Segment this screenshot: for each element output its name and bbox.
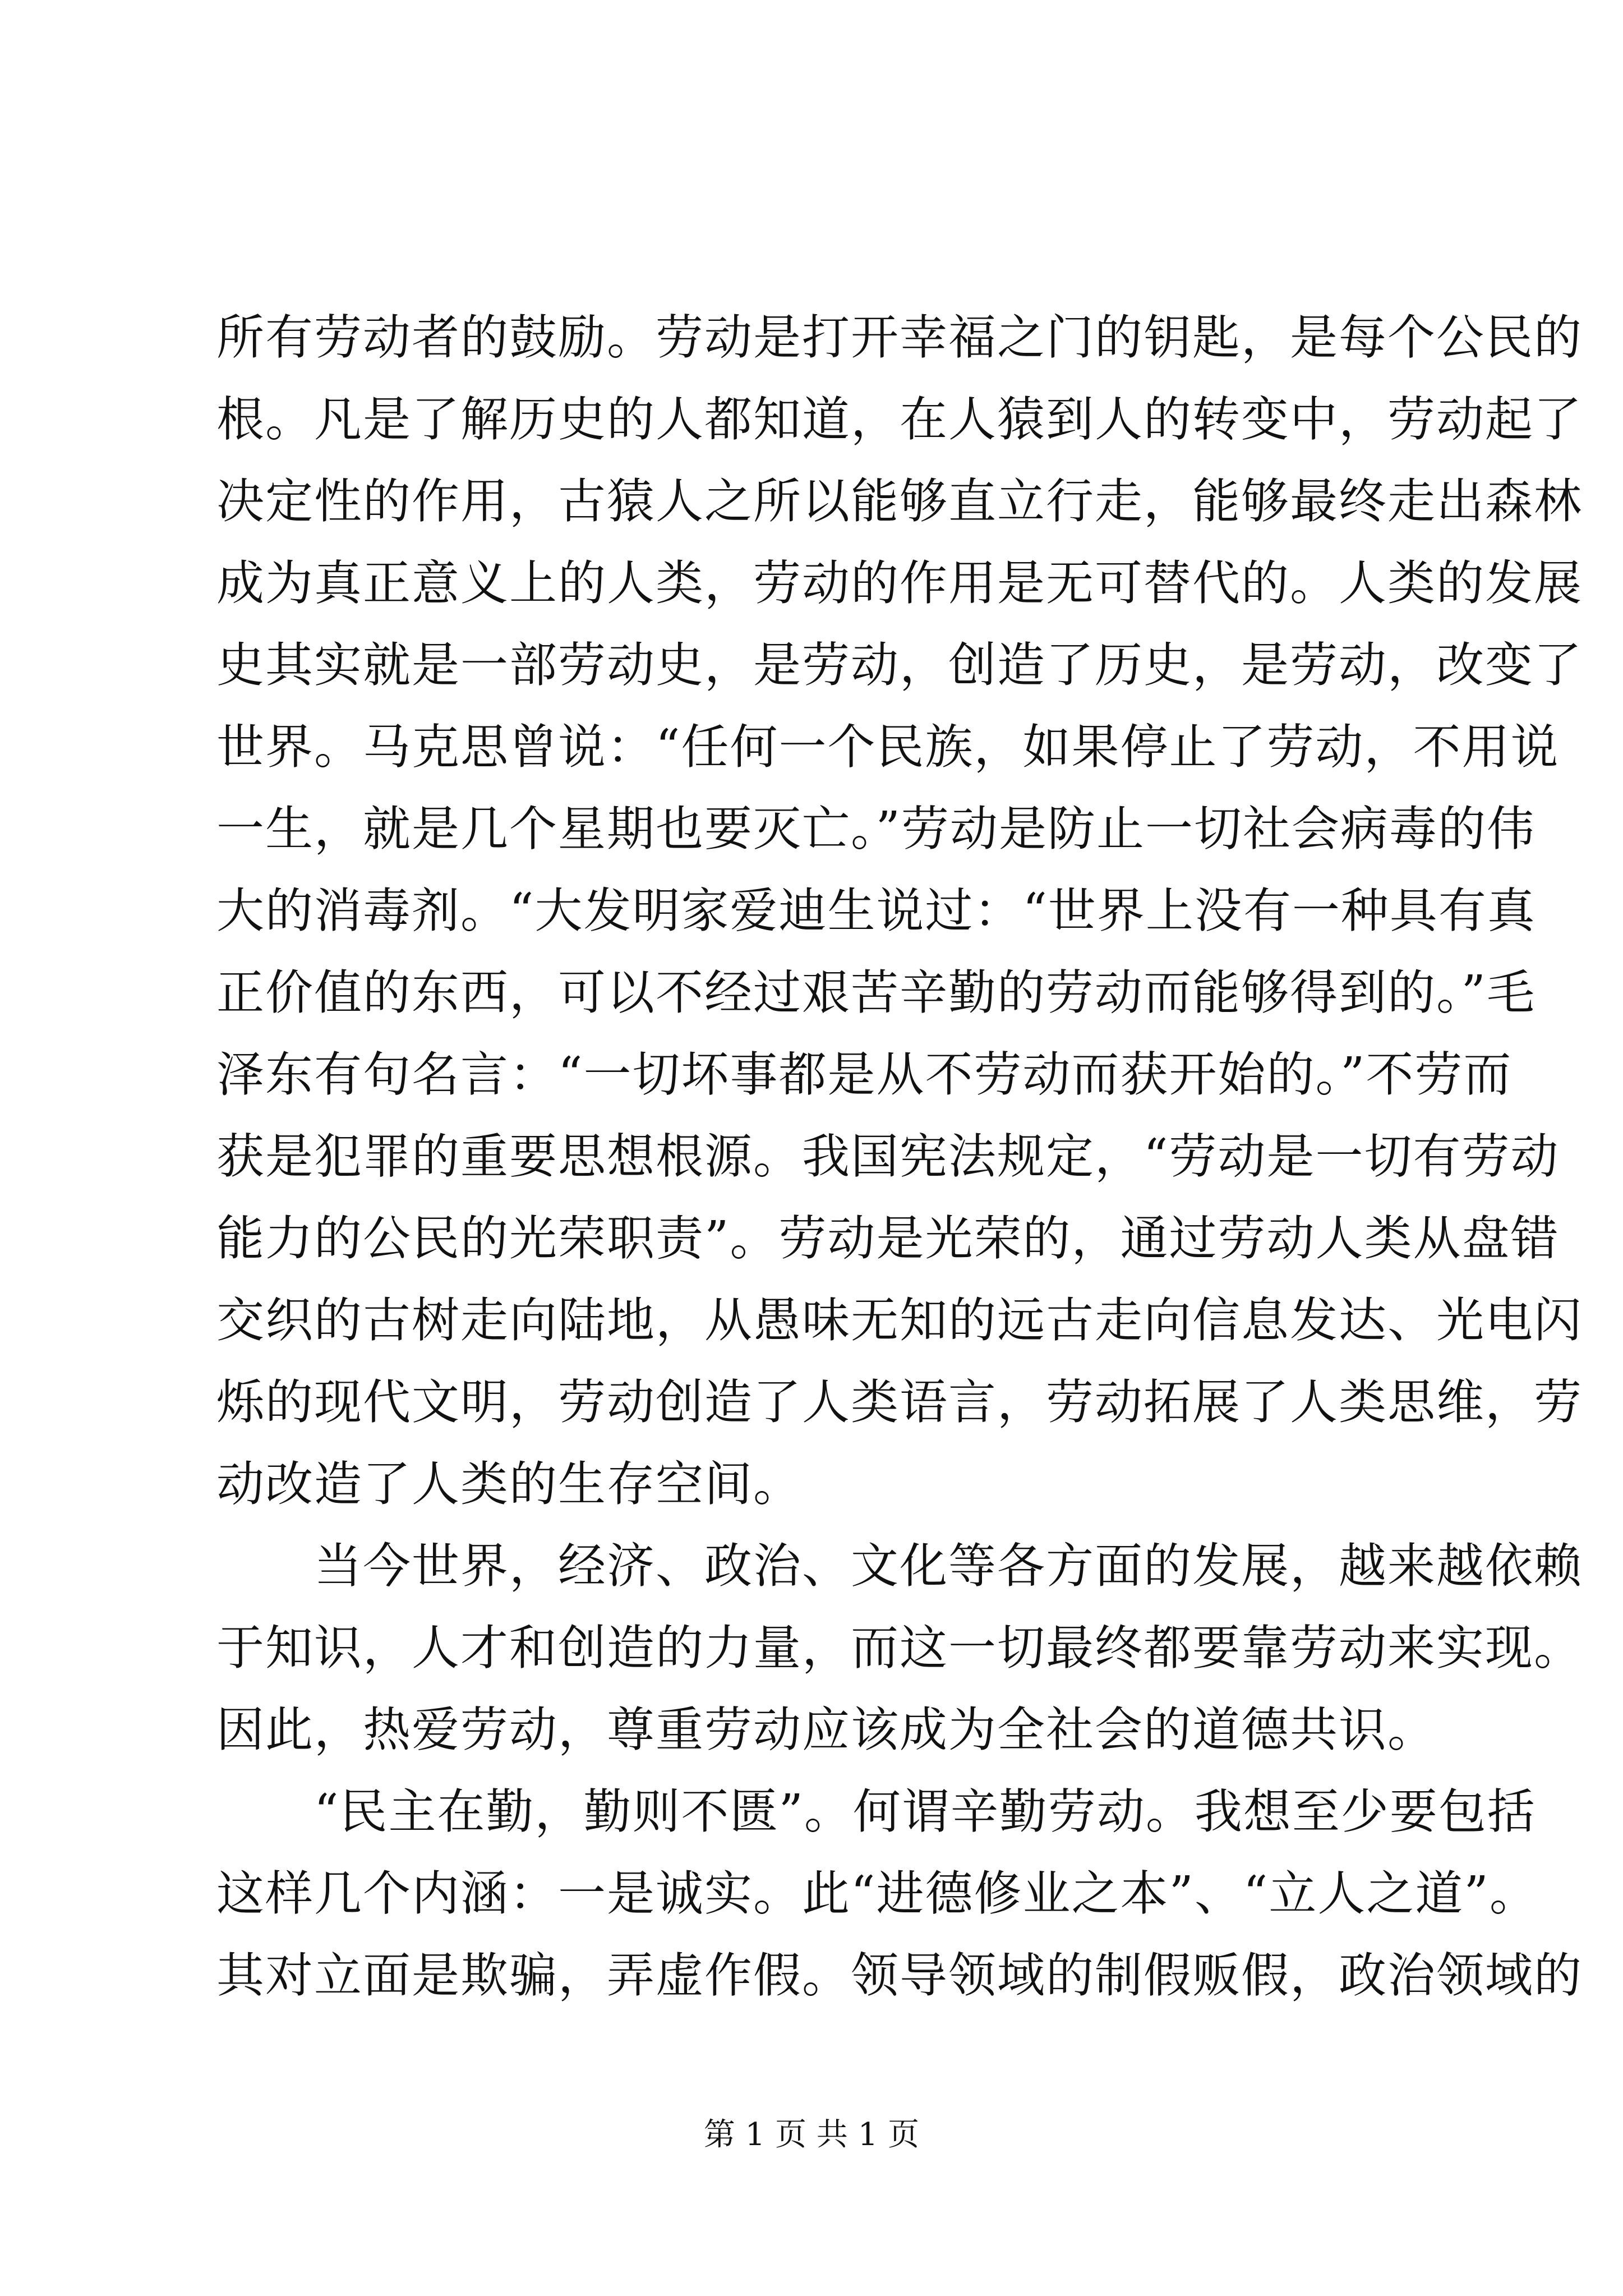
text-line: 世界。马克思曾说：“任何一个民族，如果停止了劳动，不用说 bbox=[216, 720, 1560, 775]
text-line: 正价值的东西，可以不经过艰苦辛勤的劳动而能够得到的。”毛 bbox=[216, 965, 1536, 1021]
text-line: 史其实就是一部劳动史，是劳动，创造了历史，是劳动，改变了 bbox=[216, 638, 1583, 693]
text-line: 根。凡是了解历史的人都知道，在人猿到人的转变中，劳动起了 bbox=[216, 392, 1583, 448]
text-line: 大的消毒剂。“大发明家爱迪生说过：“世界上没有一种具有真 bbox=[216, 884, 1536, 939]
text-line: 所有劳动者的鼓励。劳动是打开幸福之门的钥匙，是每个公民的 bbox=[216, 310, 1583, 366]
text-line: 这样几个内涵：一是诚实。此“进德修业之本”、“立人之道”。 bbox=[216, 1866, 1538, 1922]
document-body bbox=[216, 297, 1583, 2017]
text-line: 于知识，人才和创造的力量，而这一切最终都要靠劳动来实现。 bbox=[216, 1621, 1583, 1676]
text-line: 烁的现代文明，劳动创造了人类语言，劳动拓展了人类思维，劳 bbox=[216, 1375, 1583, 1430]
text-line: 交织的古树走向陆地，从愚味无知的远古走向信息发达、光电闪 bbox=[216, 1293, 1583, 1349]
text-line: 获是犯罪的重要思想根源。我国宪法规定，“劳动是一切有劳动 bbox=[216, 1129, 1560, 1185]
text-line: 动改造了人类的生存空间。 bbox=[216, 1457, 803, 1512]
text-line: 当今世界，经济、政治、文化等各方面的发展，越来越依赖 bbox=[216, 1539, 1583, 1594]
text-line: 成为真正意义上的人类，劳动的作用是无可替代的。人类的发展 bbox=[216, 556, 1583, 611]
text-line: 能力的公民的光荣职责”。劳动是光荣的，通过劳动人类从盘错 bbox=[216, 1211, 1560, 1267]
text-line: 因此，热爱劳动，尊重劳动应该成为全社会的道德共识。 bbox=[216, 1703, 1437, 1758]
text-line: 一生，就是几个星期也要灭亡。”劳动是防止一切社会病毒的伟 bbox=[216, 802, 1536, 857]
text-line: 决定性的作用，古猿人之所以能够直立行走，能够最终走出森林 bbox=[216, 474, 1583, 530]
text-line: 泽东有句名言：“一切坏事都是从不劳动而获开始的。”不劳而 bbox=[216, 1047, 1513, 1103]
text-line: 其对立面是欺骗，弄虚作假。领导领域的制假贩假，政治领域的 bbox=[216, 1948, 1583, 2004]
text-line: “民主在勤，勤则不匮”。何谓辛勤劳动。我想至少要包括 bbox=[216, 1784, 1536, 1840]
page-footer: 第 1 页 共 1 页 bbox=[703, 2116, 920, 2153]
